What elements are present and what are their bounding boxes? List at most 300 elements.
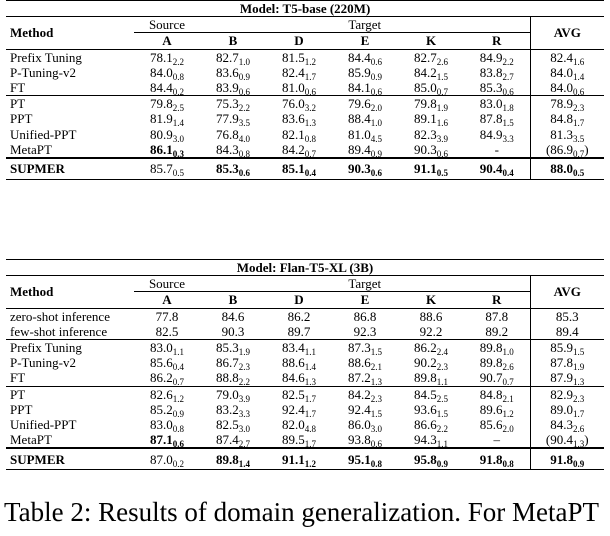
score-main: 85.3 xyxy=(216,340,239,356)
score-std: 0.7 xyxy=(436,87,448,96)
method-name: PPT xyxy=(10,401,33,417)
score-std: 1.3 xyxy=(304,118,316,127)
score-std: 2.7 xyxy=(238,439,250,449)
method-name: Prefix Tuning xyxy=(6,49,134,65)
score-main: 88.4 xyxy=(348,111,371,127)
score-value xyxy=(332,111,398,126)
avg-header: AVG xyxy=(530,17,604,49)
score-value xyxy=(464,65,530,80)
score-std: 1.5 xyxy=(502,118,514,127)
score-std: 1.7 xyxy=(304,408,316,417)
avg-header: AVG xyxy=(530,276,604,308)
score-main: 87.8 xyxy=(479,111,503,127)
score-main: 93.6 xyxy=(414,401,437,417)
score-std: 1.4 xyxy=(172,118,184,127)
score-value xyxy=(134,111,200,126)
score-main: 89.7 xyxy=(287,323,311,339)
column-header-r: R xyxy=(492,33,502,49)
score-main: – xyxy=(493,432,500,448)
score-std: 1.2 xyxy=(502,408,514,417)
score-std: 1.4 xyxy=(304,362,316,371)
score-main: 88.6 xyxy=(348,355,371,371)
score-main: 94.3 xyxy=(414,432,437,448)
score-main: 79.8 xyxy=(414,96,437,112)
score-std: 1.1 xyxy=(436,377,448,386)
score-main: 80.9 xyxy=(150,126,173,142)
score-value xyxy=(398,49,464,65)
model-title: Model: T5-base (220M) xyxy=(6,1,604,17)
score-value xyxy=(266,432,332,448)
score-main: 93.8 xyxy=(348,432,371,448)
score-std: 3.5 xyxy=(238,118,250,127)
score-value xyxy=(464,324,530,340)
score-std: 1.6 xyxy=(573,56,585,65)
score-value xyxy=(398,417,464,432)
score-value xyxy=(266,308,332,324)
score-suffix: ) xyxy=(584,432,589,448)
score-value xyxy=(398,65,464,80)
score-std: 2.3 xyxy=(573,103,585,112)
score-main: 84.4 xyxy=(348,49,371,65)
avg-value xyxy=(530,339,604,355)
score-std: 2.0 xyxy=(502,423,514,433)
table-row xyxy=(6,448,604,470)
score-value xyxy=(398,324,464,340)
score-value xyxy=(332,355,398,370)
score-main: 84.1 xyxy=(348,80,371,96)
score-main: 85.6 xyxy=(479,416,503,432)
score-value xyxy=(266,324,332,340)
score-value xyxy=(200,127,266,142)
table-caption: Table 2: Results of domain generalization. For MetaPT xyxy=(4,497,599,527)
score-main: 84.8 xyxy=(479,386,503,402)
score-main: 89.6 xyxy=(479,401,503,417)
score-main: 87.8 xyxy=(550,355,573,371)
score-value xyxy=(464,111,530,126)
score-std: 1.4 xyxy=(573,71,585,80)
score-value xyxy=(332,158,398,180)
column-header-r: R xyxy=(492,292,502,308)
table-row xyxy=(6,65,604,80)
column-header-d: D xyxy=(294,292,304,308)
score-value xyxy=(200,80,266,96)
score-main: 92.3 xyxy=(353,323,377,339)
score-value xyxy=(398,432,464,448)
score-main: 86.7 xyxy=(216,355,239,371)
score-value xyxy=(134,80,200,96)
score-value xyxy=(332,339,398,355)
table-row xyxy=(6,432,604,448)
score-std: 2.6 xyxy=(436,56,448,65)
score-main: 82.7 xyxy=(216,49,239,65)
score-std: 2.2 xyxy=(238,377,250,386)
score-std: 1.7 xyxy=(573,408,585,417)
score-main: 82.5 xyxy=(282,386,305,402)
source-header: Source xyxy=(134,276,200,292)
score-std: 1.1 xyxy=(436,439,448,449)
score-std: 0.9 xyxy=(172,408,184,417)
score-main: 84.6 xyxy=(221,308,245,324)
score-main: 84.4 xyxy=(150,80,173,96)
score-main: 86.1 xyxy=(150,141,173,157)
avg-value xyxy=(530,111,604,126)
score-main: 86.6 xyxy=(414,416,437,432)
score-main: 84.0 xyxy=(550,64,574,80)
column-header-e: E xyxy=(360,33,370,49)
score-std: 0.8 xyxy=(172,423,184,433)
score-main: 81.9 xyxy=(150,111,173,127)
score-main: 88.0 xyxy=(550,161,574,177)
score-main: 92.4 xyxy=(282,401,305,417)
score-value xyxy=(266,65,332,80)
score-value xyxy=(200,111,266,126)
score-main: 86.0 xyxy=(348,416,371,432)
method-name: Unified-PPT xyxy=(10,126,77,142)
score-main: (86.9 xyxy=(545,141,574,157)
table-row xyxy=(6,386,604,402)
score-value xyxy=(332,96,398,112)
score-std: 0.6 xyxy=(370,168,382,179)
score-value xyxy=(464,142,530,158)
avg-value xyxy=(530,127,604,142)
score-std: 1.7 xyxy=(304,71,316,80)
score-std: 3.5 xyxy=(573,133,585,142)
score-std: 2.1 xyxy=(502,393,514,402)
avg-value xyxy=(530,448,604,470)
target-header: Target xyxy=(200,276,530,292)
table-row xyxy=(6,370,604,386)
score-main: 85.2 xyxy=(150,401,173,417)
score-main: 89.5 xyxy=(282,432,305,448)
score-main: 75.3 xyxy=(216,96,239,112)
score-std: 2.5 xyxy=(436,393,448,402)
score-main: 87.9 xyxy=(550,370,573,386)
score-std: 1.6 xyxy=(436,118,448,127)
score-value xyxy=(200,339,266,355)
table-row xyxy=(6,96,604,112)
table-row xyxy=(6,308,604,324)
score-main: 88.6 xyxy=(419,308,443,324)
score-std: 3.0 xyxy=(238,423,250,433)
table-row xyxy=(6,127,604,142)
column-header-d: D xyxy=(294,33,304,49)
avg-value xyxy=(530,402,604,417)
score-value xyxy=(266,127,332,142)
score-main: 84.3 xyxy=(216,141,239,157)
method-name: MetaPT xyxy=(10,432,52,448)
score-value xyxy=(134,402,200,417)
method-name: P-Tuning-v2 xyxy=(10,64,76,80)
score-std: 1.9 xyxy=(436,103,448,112)
score-main: 90.7 xyxy=(479,370,503,386)
score-main: 87.4 xyxy=(216,432,239,448)
score-main: 84.2 xyxy=(282,141,305,157)
score-main: 91.8 xyxy=(550,451,573,467)
score-main: 77.9 xyxy=(216,111,239,127)
avg-value xyxy=(530,65,604,80)
score-value xyxy=(134,339,200,355)
score-value xyxy=(200,324,266,340)
score-main: 84.3 xyxy=(550,416,573,432)
score-value xyxy=(134,158,200,180)
score-value xyxy=(332,448,398,470)
score-std: 3.3 xyxy=(502,133,514,142)
avg-value xyxy=(530,96,604,112)
score-value xyxy=(266,417,332,432)
score-main: 81.3 xyxy=(550,126,574,142)
avg-value xyxy=(530,142,604,158)
score-main: 82.5 xyxy=(216,416,239,432)
score-value xyxy=(464,417,530,432)
score-std: 0.9 xyxy=(370,71,382,80)
method-header: Method xyxy=(10,284,54,300)
score-value xyxy=(398,158,464,180)
score-value xyxy=(134,417,200,432)
score-value xyxy=(464,386,530,402)
score-std: 3.9 xyxy=(238,393,250,402)
score-std: 0.9 xyxy=(370,148,382,158)
score-main: 90.4 xyxy=(479,161,503,177)
table-row xyxy=(6,111,604,126)
score-value xyxy=(134,370,200,386)
score-std: 1.1 xyxy=(304,347,316,356)
score-value xyxy=(266,49,332,65)
score-std: 0.8 xyxy=(502,458,514,469)
score-std: 1.7 xyxy=(573,118,585,127)
score-value xyxy=(464,432,530,448)
score-main: 81.5 xyxy=(282,49,305,65)
score-value xyxy=(398,80,464,96)
score-std: 0.6 xyxy=(304,87,316,96)
score-main: 90.2 xyxy=(414,355,437,371)
score-value xyxy=(134,308,200,324)
score-suffix: ) xyxy=(584,141,589,157)
score-value xyxy=(332,386,398,402)
score-value xyxy=(332,324,398,340)
score-main: 85.3 xyxy=(479,80,503,96)
score-std: 3.3 xyxy=(238,408,250,417)
score-std: 2.4 xyxy=(436,347,448,356)
score-main: 77.8 xyxy=(155,308,179,324)
method-name: PPT xyxy=(10,111,33,127)
score-std: 2.3 xyxy=(436,362,448,371)
score-std: 0.6 xyxy=(370,87,382,96)
score-std: 1.3 xyxy=(304,377,316,386)
table-row xyxy=(6,339,604,355)
score-std: 1.2 xyxy=(304,56,316,65)
score-std: 1.5 xyxy=(573,347,585,356)
score-main: 78.1 xyxy=(150,49,173,65)
column-header-b: B xyxy=(228,33,238,49)
score-std: 1.1 xyxy=(172,347,184,356)
score-std: 0.2 xyxy=(172,458,184,469)
score-std: 2.5 xyxy=(172,103,184,112)
score-main: 84.2 xyxy=(414,64,437,80)
score-value xyxy=(464,80,530,96)
score-value xyxy=(134,49,200,65)
score-main: 91.1 xyxy=(414,161,437,177)
results-table-1 xyxy=(6,0,604,180)
score-main: 83.0 xyxy=(150,340,173,356)
score-value xyxy=(134,386,200,402)
method-name: few-shot inference xyxy=(10,323,108,339)
score-main: 89.2 xyxy=(485,323,509,339)
score-std: 1.3 xyxy=(573,439,585,449)
score-std: 0.2 xyxy=(172,87,184,96)
score-std: 0.6 xyxy=(370,439,382,449)
score-value xyxy=(332,65,398,80)
score-value xyxy=(134,96,200,112)
score-std: 2.2 xyxy=(172,56,184,65)
score-value xyxy=(200,158,266,180)
score-main: 92.4 xyxy=(348,401,371,417)
score-std: 1.7 xyxy=(304,393,316,402)
score-std: 1.2 xyxy=(304,458,316,469)
score-main: 89.8 xyxy=(479,340,503,356)
score-std: 2.3 xyxy=(573,393,585,402)
score-std: 3.9 xyxy=(436,133,448,142)
score-std: 3.0 xyxy=(172,133,184,142)
score-main: - xyxy=(494,141,499,157)
score-main: 89.8 xyxy=(414,370,437,386)
score-value xyxy=(266,448,332,470)
score-value xyxy=(398,142,464,158)
score-main: 85.1 xyxy=(282,161,305,177)
method-name: zero-shot inference xyxy=(6,308,134,324)
score-main: 87.8 xyxy=(485,308,509,324)
score-std: 2.2 xyxy=(436,423,448,433)
score-std: 0.8 xyxy=(238,148,250,158)
score-main: 95.1 xyxy=(348,451,371,467)
score-main: 89.4 xyxy=(555,323,579,339)
score-main: 83.0 xyxy=(479,96,503,112)
avg-value xyxy=(530,49,604,65)
score-main: 88.6 xyxy=(282,355,305,371)
score-main: 91.8 xyxy=(479,451,503,467)
score-main: 89.0 xyxy=(550,401,573,417)
score-value xyxy=(332,80,398,96)
score-main: 76.8 xyxy=(216,126,239,142)
score-std: 1.5 xyxy=(436,408,448,417)
score-value xyxy=(266,96,332,112)
score-main: 92.2 xyxy=(419,323,443,339)
score-std: 0.6 xyxy=(370,56,382,65)
score-std: 1.0 xyxy=(238,56,250,65)
table-row xyxy=(6,158,604,180)
score-value xyxy=(266,386,332,402)
score-value xyxy=(464,308,530,324)
score-value xyxy=(464,355,530,370)
score-value xyxy=(398,127,464,142)
score-main: 85.6 xyxy=(150,355,173,371)
score-main: 79.0 xyxy=(216,386,239,402)
score-main: 84.0 xyxy=(150,64,173,80)
score-std: 0.7 xyxy=(502,377,514,386)
score-value xyxy=(464,402,530,417)
score-main: 84.0 xyxy=(550,80,574,96)
score-std: 3.2 xyxy=(304,103,316,112)
score-value xyxy=(398,308,464,324)
score-value xyxy=(200,308,266,324)
score-value xyxy=(398,448,464,470)
score-value xyxy=(200,448,266,470)
method-name: PT xyxy=(6,386,134,402)
score-value xyxy=(464,96,530,112)
score-value xyxy=(266,355,332,370)
score-value xyxy=(332,432,398,448)
score-std: 1.7 xyxy=(304,439,316,449)
score-main: 86.8 xyxy=(353,308,377,324)
score-main: 82.0 xyxy=(282,416,305,432)
avg-value xyxy=(530,80,604,96)
score-std: 1.9 xyxy=(573,362,585,371)
score-std: 2.2 xyxy=(502,56,514,65)
score-std: 2.7 xyxy=(502,71,514,80)
score-std: 2.2 xyxy=(238,103,250,112)
score-std: 1.0 xyxy=(502,347,514,356)
score-std: 0.7 xyxy=(304,148,316,158)
score-main: 84.2 xyxy=(348,386,371,402)
results-table-2 xyxy=(6,259,604,470)
table-row xyxy=(6,355,604,370)
score-value xyxy=(200,65,266,80)
score-main: 84.8 xyxy=(550,111,574,127)
score-value xyxy=(266,339,332,355)
model-title: Model: Flan-T5-XL (3B) xyxy=(6,260,604,276)
score-main: 84.5 xyxy=(414,386,437,402)
score-std: 0.7 xyxy=(172,377,184,386)
score-main: 87.2 xyxy=(348,370,371,386)
score-main: 85.9 xyxy=(550,340,573,356)
score-main: 91.1 xyxy=(282,451,305,467)
score-std: 0.6 xyxy=(502,87,514,96)
avg-value xyxy=(530,355,604,370)
score-std: 1.4 xyxy=(238,458,250,469)
avg-value xyxy=(530,324,604,340)
score-value xyxy=(134,127,200,142)
score-value xyxy=(134,448,200,470)
score-main: 84.9 xyxy=(479,126,503,142)
score-value xyxy=(134,324,200,340)
method-name: Prefix Tuning xyxy=(6,339,134,355)
score-std: 0.8 xyxy=(172,71,184,80)
score-value xyxy=(200,402,266,417)
score-std: 1.0 xyxy=(370,118,382,127)
method-name: FT xyxy=(10,80,26,96)
score-std: 0.6 xyxy=(238,168,250,179)
column-header-a: A xyxy=(162,33,172,49)
score-value xyxy=(266,111,332,126)
table-row xyxy=(6,49,604,65)
score-std: 2.6 xyxy=(573,423,585,433)
score-std: 0.8 xyxy=(370,458,382,469)
score-std: 0.4 xyxy=(304,168,316,179)
score-main: 85.7 xyxy=(150,161,173,177)
method-name: P-Tuning-v2 xyxy=(10,355,76,371)
score-main: 87.3 xyxy=(348,340,371,356)
score-value xyxy=(200,386,266,402)
method-name: Unified-PPT xyxy=(10,416,77,432)
method-name: FT xyxy=(10,370,26,386)
score-std: 1.3 xyxy=(573,377,585,386)
method-name: PT xyxy=(6,96,134,112)
score-value xyxy=(398,111,464,126)
score-main: 83.6 xyxy=(282,111,305,127)
column-header-a: A xyxy=(162,292,172,308)
score-value xyxy=(332,142,398,158)
score-std: 4.5 xyxy=(370,133,382,142)
score-value xyxy=(398,402,464,417)
